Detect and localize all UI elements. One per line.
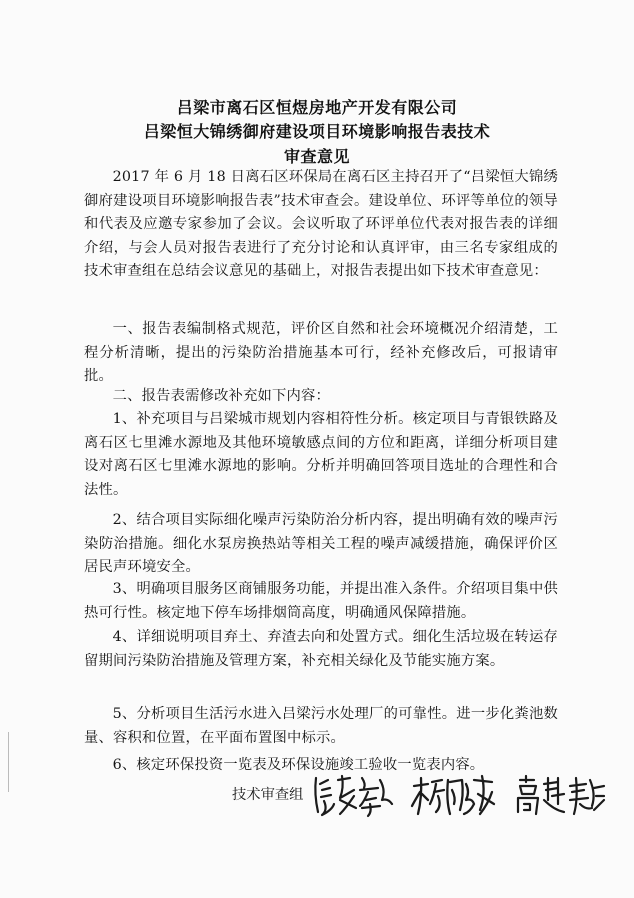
document-type-title: 审查意见 — [283, 147, 350, 166]
project-title: 吕梁恒大锦绣御府建设项目环境影响报告表技术 — [143, 122, 491, 141]
item-1-paragraph: 1、补充项目与吕梁城市规划内容相符性分析。核定项目与青银铁路及离石区七里滩水源地及其他环境敏感点间的方位和距离，详细分析项目建设对离石区七里滩水源地的影响。分析并明确回答项目选址的合理性和合法性。 — [84, 411, 558, 498]
signature-3 — [512, 770, 608, 820]
company-name-title: 吕梁市离石区恒煜房地产开发有限公司 — [176, 98, 458, 117]
item-block-2 — [84, 509, 558, 580]
signature-1 — [310, 770, 396, 820]
opinion-two-heading: 二、报告表需修改补充如下内容： — [112, 388, 331, 404]
item-5-paragraph: 5、分析项目生活污水进入吕梁污水处理厂的可靠性。进一步化粪池数量、容积和位置，在平面布置图中标示。 — [84, 706, 558, 746]
document-body — [84, 166, 558, 284]
item-2-paragraph: 2、结合项目实际细化噪声污染防治分析内容，提出明确有效的噪声污染防治措施。细化水泵房换热站等相关工程的噪声减缓措施，确保评价区居民声环境安全。 — [84, 512, 558, 575]
item-block-4 — [84, 626, 558, 673]
item-block-1 — [84, 408, 558, 502]
item-block-3 — [84, 578, 558, 625]
opinion-block-1 — [84, 318, 558, 389]
scan-margin-mark — [8, 732, 9, 792]
opinion-one-paragraph: 一、报告表编制格式规范，评价区自然和社会环境概况介绍清楚，工程分析清晰，提出的污染防治措施基本可行，经补充修改后，可报请审批。 — [84, 321, 558, 384]
item-6-paragraph: 6、核定环保投资一览表及环保设施竣工验收一览表内容。 — [112, 757, 485, 773]
intro-paragraph: 2017 年 6 月 18 日离石区环保局在离石区主持召开了“吕梁恒大锦绣御府建设项目环境影响报告表”技术审查会。建设单位、环评等单位的领导和代表及应邀专家参加了会议。会议听取了环评单位代表对报告表的详细介绍，与会人员对报告表进行了充分讨论和认真评审，由三名专家组成的技术审查组在总结会议意见的基础上，对报告表提出如下技术审查意见： — [84, 169, 558, 279]
signature-row — [232, 782, 612, 828]
review-group-label: 技术审查组 — [232, 787, 304, 803]
item-4-paragraph: 4、详细说明项目弃土、弃渣去向和处置方式。细化生活垃圾在转运存留期间污染防治措施及管理方案，补充相关绿化及节能实施方案。 — [84, 629, 558, 669]
item-block-5 — [84, 703, 558, 750]
signature-2 — [408, 770, 498, 820]
opinion-block-2 — [84, 385, 558, 409]
item-3-paragraph: 3、明确项目服务区商铺服务功能，并提出准入条件。介绍项目集中供热可行性。核定地下停车场排烟筒高度，明确通风保障措施。 — [84, 581, 558, 621]
